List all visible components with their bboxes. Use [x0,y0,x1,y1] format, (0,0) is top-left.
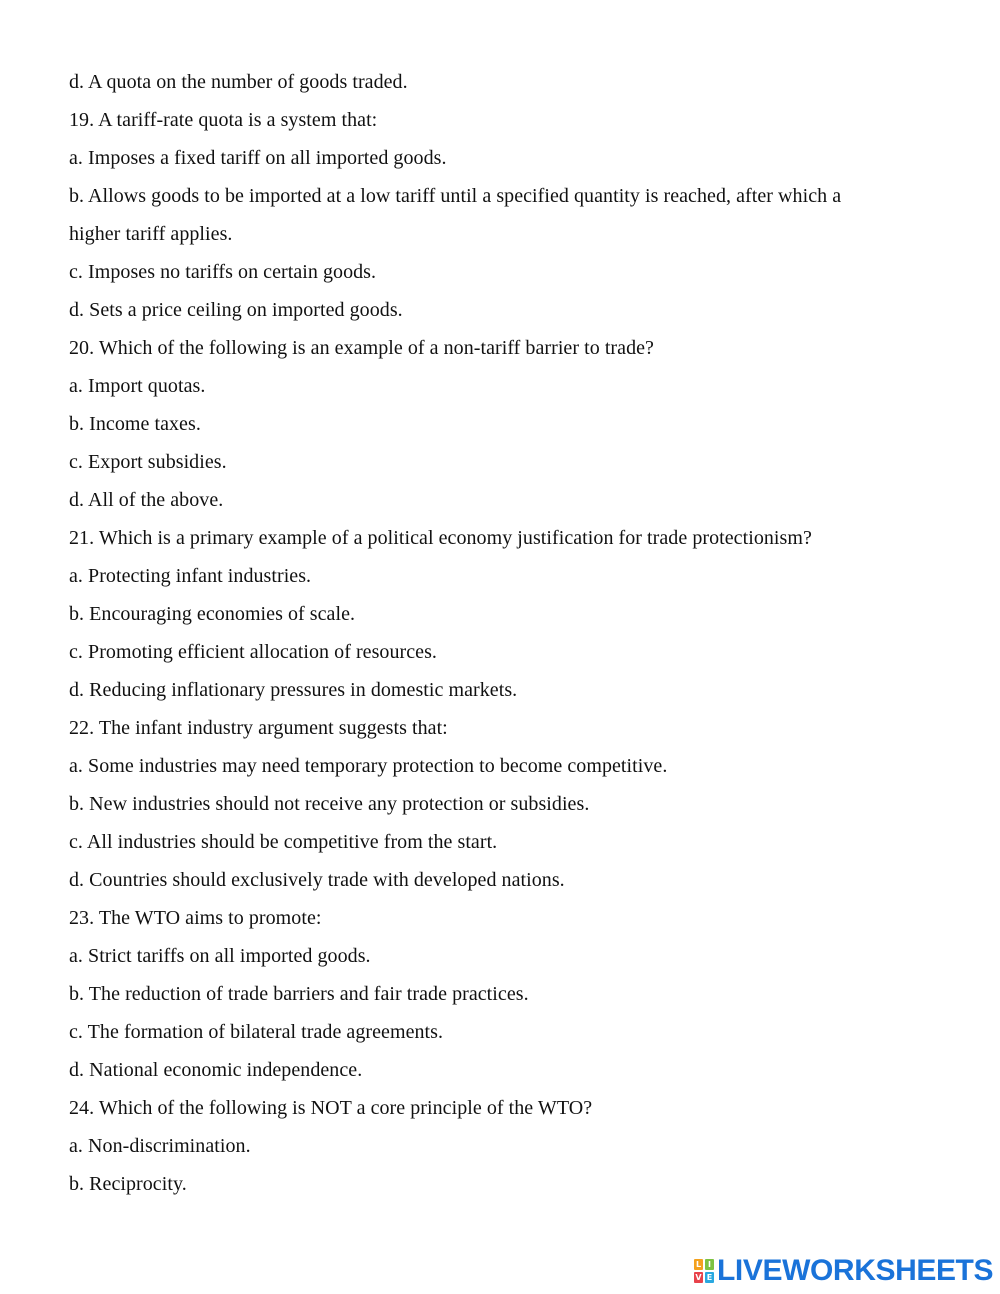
answer-option: a. Imposes a fixed tariff on all imported goods. [69,147,447,169]
text-line: d. A quota on the number of goods traded. [69,71,408,93]
answer-option: c. All industries should be competitive from the start. [69,831,498,853]
answer-option: a. Protecting infant industries. [69,565,312,587]
answer-option: d. All of the above. [69,489,224,511]
answer-option: a. Import quotas. [69,375,206,397]
question-21: 21. Which is a primary example of a political economy justification for trade protectionism? [69,527,812,549]
question-22: 22. The infant industry argument suggests that: [69,717,448,739]
answer-option: b. Income taxes. [69,413,201,435]
liveworksheets-logo-icon [694,1259,714,1283]
logo-tile: I [705,1259,714,1270]
answer-option: a. Non-discrimination. [69,1135,251,1157]
answer-option: c. The formation of bilateral trade agreements. [69,1021,444,1043]
answer-option: b. New industries should not receive any protection or subsidies. [69,793,590,815]
question-20: 20. Which of the following is an example of a non-tariff barrier to trade? [69,337,654,359]
answer-option: d. Reducing inflationary pressures in domestic markets. [69,679,518,701]
answer-option: c. Export subsidies. [69,451,227,473]
answer-option: b. Encouraging economies of scale. [69,603,356,625]
logo-tile: E [706,1273,713,1282]
answer-option: c. Promoting efficient allocation of resources. [69,641,437,663]
answer-option: b. The reduction of trade barriers and fair trade practices. [69,983,529,1005]
logo-tile: L [695,1260,702,1269]
answer-option: d. Countries should exclusively trade with developed nations. [69,869,565,891]
answer-option: a. Strict tariffs on all imported goods. [69,945,371,967]
question-23: 23. The WTO aims to promote: [69,907,322,929]
logo-tile: V [695,1273,702,1282]
answer-option: c. Imposes no tariffs on certain goods. [69,261,377,283]
brand-name: LIVEWORKSHEETS [717,1254,994,1287]
liveworksheets-logo [694,1254,993,1288]
answer-option: b. Reciprocity. [69,1173,187,1195]
answer-option-continued: higher tariff applies. [69,223,233,245]
answer-option: d. Sets a price ceiling on imported goods. [69,299,403,321]
answer-option: a. Some industries may need temporary protection to become competitive. [69,755,668,777]
answer-option: d. National economic independence. [69,1059,363,1081]
question-19: 19. A tariff-rate quota is a system that: [69,109,378,131]
question-24: 24. Which of the following is NOT a core principle of the WTO? [69,1097,593,1119]
answer-option: b. Allows goods to be imported at a low tariff until a specified quantity is reached, after which a [69,185,842,207]
